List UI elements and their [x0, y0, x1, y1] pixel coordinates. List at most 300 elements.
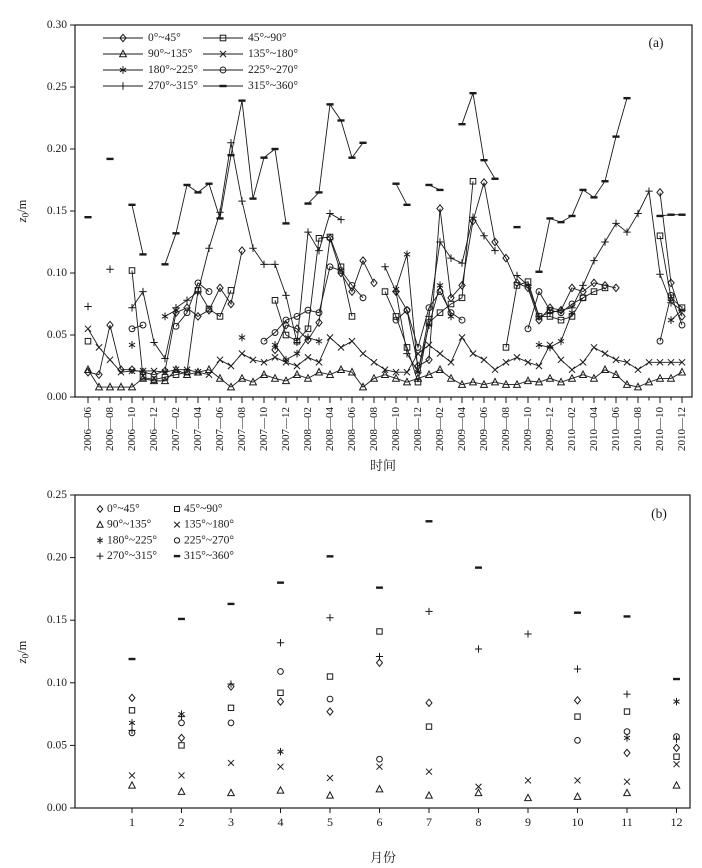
- dash-glyph: [436, 189, 443, 191]
- data-point-dash: [436, 189, 443, 191]
- panel-b-x-ticks: [129, 808, 683, 829]
- data-point-x: [481, 357, 487, 363]
- dash-glyph: [546, 217, 553, 219]
- dash-glyph: [337, 119, 344, 121]
- x-tick-label: 1: [129, 815, 135, 829]
- dash-glyph: [183, 184, 190, 186]
- data-point-x: [360, 351, 366, 357]
- dash-glyph: [304, 202, 311, 204]
- legend-item-a-5: [203, 64, 298, 76]
- data-point-plus: [475, 645, 482, 652]
- dash-glyph: [624, 615, 631, 617]
- x-tick-label: 2007—10: [258, 407, 270, 451]
- data-point-x: [580, 359, 586, 365]
- data-point-square: [674, 754, 679, 759]
- data-point-plus: [447, 254, 454, 261]
- series-b-plus: [128, 608, 680, 743]
- data-point-x: [261, 359, 267, 365]
- data-point-triangle: [525, 377, 532, 384]
- data-point-plus: [337, 216, 344, 223]
- data-point-square: [179, 743, 184, 748]
- legend-item-a-7: [203, 80, 298, 92]
- dash-glyph: [667, 214, 674, 216]
- data-point-square: [85, 338, 91, 344]
- x-tick-label: 2009—06: [478, 407, 490, 451]
- y-tick-label: 0.10: [46, 267, 67, 279]
- data-point-dash: [480, 159, 487, 161]
- dash-glyph: [673, 678, 680, 680]
- data-point-square: [575, 714, 580, 719]
- data-point-dash: [326, 103, 333, 105]
- panel-a-tag: (a): [648, 35, 664, 50]
- data-point-x: [558, 357, 564, 363]
- data-point-square: [278, 690, 283, 695]
- data-point-x: [377, 764, 383, 770]
- data-point-x: [536, 363, 542, 369]
- data-point-x: [327, 775, 333, 781]
- panel-b-frame: [75, 495, 690, 808]
- panel-a-series: [84, 92, 685, 390]
- data-point-plus: [271, 261, 278, 268]
- data-point-dash: [475, 566, 482, 568]
- dash-glyph: [178, 618, 185, 620]
- data-point-x: [591, 344, 597, 350]
- data-point-plus: [106, 266, 113, 273]
- data-point-dash: [491, 178, 498, 180]
- x-tick-label: 2009—08: [500, 407, 512, 451]
- data-point-diamond: [426, 699, 432, 706]
- data-point-triangle: [327, 792, 334, 798]
- series-line: [506, 282, 605, 348]
- data-point-dash: [183, 184, 190, 186]
- data-point-plus: [645, 187, 652, 194]
- data-point-triangle: [316, 368, 323, 375]
- data-point-plus: [128, 304, 135, 311]
- series-a-square: [85, 178, 685, 384]
- dash-glyph: [271, 148, 278, 150]
- dash-glyph: [326, 103, 333, 105]
- series-b-diamond: [129, 659, 680, 756]
- x-tick-label: 2009—02: [434, 407, 446, 451]
- data-point-dash: [238, 99, 245, 101]
- data-point-x: [96, 344, 102, 350]
- data-point-dash: [161, 263, 168, 265]
- legend-label: 270°~315°: [148, 80, 198, 92]
- data-point-x: [575, 777, 581, 783]
- x-tick-label: 2009—12: [544, 407, 556, 451]
- data-point-dash: [612, 135, 619, 137]
- x-tick-label: 2006—10: [126, 407, 138, 451]
- dash-glyph: [568, 215, 575, 217]
- data-point-x: [569, 367, 575, 373]
- data-point-triangle: [228, 789, 235, 795]
- yaxis-unit: /m: [15, 199, 29, 213]
- data-point-diamond: [624, 749, 630, 756]
- marker-plus: [119, 82, 126, 89]
- data-point-dash: [590, 196, 597, 198]
- data-point-dash: [84, 216, 91, 218]
- series-b-x: [129, 760, 680, 790]
- legend-item-a-6: [103, 80, 198, 92]
- data-point-dash: [128, 204, 135, 206]
- data-point-triangle: [376, 786, 383, 792]
- legend-item-a-3: [203, 48, 298, 60]
- x-tick-label: 2008—10: [390, 407, 402, 451]
- y-tick-label: 0.00: [46, 391, 67, 403]
- y-tick-label: 0.20: [46, 551, 67, 564]
- legend-item-b-1: [174, 503, 222, 515]
- dash-glyph: [590, 196, 597, 198]
- panel-a-y-ticks: [47, 19, 75, 403]
- data-point-asterisk: [558, 337, 564, 345]
- x-tick-label: 2007—12: [280, 407, 292, 451]
- data-point-dash: [601, 180, 608, 182]
- data-point-dash: [172, 232, 179, 234]
- dash-glyph: [376, 586, 383, 588]
- data-point-x: [338, 344, 344, 350]
- data-point-x: [294, 363, 300, 369]
- data-point-dash: [546, 217, 553, 219]
- x-tick-label: 2006—12: [148, 407, 160, 451]
- series-b-square: [129, 629, 679, 760]
- data-point-plus: [282, 292, 289, 299]
- data-point-x: [129, 772, 135, 778]
- data-point-x: [492, 367, 498, 373]
- panel-b-series: [128, 520, 680, 801]
- data-point-square: [377, 629, 382, 634]
- dash-glyph: [425, 184, 432, 186]
- legend-label: 315°~360°: [248, 80, 298, 92]
- data-point-x: [327, 334, 333, 340]
- data-point-plus: [623, 690, 630, 697]
- data-point-dash: [426, 520, 433, 522]
- data-point-x: [239, 351, 245, 357]
- data-point-triangle: [673, 782, 680, 788]
- panel-a-x-ticks: [82, 397, 688, 451]
- data-point-plus: [381, 263, 388, 270]
- data-point-x: [503, 359, 509, 365]
- dash-glyph: [84, 216, 91, 218]
- legend-item-b-2: [97, 519, 152, 531]
- y-tick-label: 0.15: [46, 614, 67, 627]
- data-point-x: [525, 359, 531, 365]
- data-point-x: [228, 760, 234, 766]
- dash-glyph: [249, 197, 256, 199]
- dash-glyph: [277, 581, 284, 583]
- data-point-x: [85, 326, 91, 332]
- data-point-x: [107, 357, 113, 363]
- data-point-asterisk: [437, 282, 443, 290]
- data-point-dash: [260, 156, 267, 158]
- data-point-asterisk: [624, 734, 630, 742]
- x-tick-label: 2008—06: [346, 407, 358, 451]
- marker-plus: [97, 553, 104, 560]
- yaxis-symbol: z: [15, 658, 29, 664]
- x-tick-label: 3: [228, 815, 234, 829]
- data-point-plus: [84, 303, 91, 310]
- dash-glyph: [172, 232, 179, 234]
- data-point-x: [635, 367, 641, 373]
- data-point-dash: [227, 154, 234, 156]
- series-a-x: [85, 326, 685, 378]
- x-tick-label: 8: [475, 815, 482, 829]
- data-point-triangle: [107, 383, 114, 390]
- data-point-diamond: [674, 744, 680, 751]
- data-point-dash: [579, 189, 586, 191]
- data-point-x: [371, 359, 377, 365]
- data-point-dash: [469, 92, 476, 94]
- y-tick-label: 0.00: [46, 802, 67, 814]
- data-point-dash: [574, 611, 581, 613]
- legend-label: 270°~315°: [107, 550, 157, 563]
- data-point-circle: [179, 720, 185, 726]
- series-a-circle: [129, 264, 685, 350]
- x-tick-label: 2007—04: [192, 407, 204, 451]
- series-a-dash: [84, 92, 685, 273]
- data-point-dash: [277, 581, 284, 583]
- data-point-plus: [392, 288, 399, 295]
- panel-b-legend: [97, 503, 235, 562]
- data-point-asterisk: [404, 251, 410, 259]
- legend-label: 135°~180°: [248, 48, 298, 60]
- data-point-plus: [238, 197, 245, 204]
- marker-triangle: [97, 521, 103, 527]
- dash-glyph: [678, 214, 685, 216]
- dash-glyph: [219, 85, 226, 87]
- series-line: [462, 93, 495, 179]
- dash-glyph: [392, 183, 399, 185]
- series-line: [165, 101, 286, 265]
- data-point-x: [514, 354, 520, 360]
- dash-glyph: [574, 611, 581, 613]
- dash-glyph: [227, 154, 234, 156]
- series-line: [132, 205, 143, 255]
- legend-label: 225°~270°: [184, 534, 234, 547]
- x-tick-label: 2010—10: [654, 407, 666, 451]
- data-point-x: [179, 772, 185, 778]
- data-point-x: [437, 351, 443, 357]
- data-point-x: [278, 764, 284, 770]
- data-point-asterisk: [129, 719, 135, 727]
- yaxis-unit: /m: [15, 640, 29, 654]
- x-tick-label: 2010—06: [610, 407, 622, 451]
- data-point-plus: [579, 282, 586, 289]
- data-point-plus: [172, 304, 179, 311]
- data-point-asterisk: [239, 334, 245, 342]
- data-point-plus: [260, 261, 267, 268]
- dash-glyph: [480, 159, 487, 161]
- dash-glyph: [282, 222, 289, 224]
- data-point-diamond: [575, 697, 581, 704]
- legend-label: 45°~90°: [248, 32, 287, 44]
- legend-label: 0°~45°: [148, 32, 181, 44]
- y-tick-label: 0.05: [46, 739, 67, 752]
- data-point-x: [316, 359, 322, 365]
- data-point-plus: [139, 288, 146, 295]
- x-tick-label: 2008—12: [412, 407, 424, 451]
- data-point-dash: [458, 123, 465, 125]
- data-point-dash: [425, 184, 432, 186]
- y-tick-label: 0.05: [46, 329, 67, 341]
- data-point-dash: [106, 158, 113, 160]
- data-point-circle: [575, 738, 581, 744]
- data-point-x: [674, 761, 680, 767]
- data-point-asterisk: [278, 748, 284, 756]
- data-point-asterisk: [674, 698, 680, 706]
- data-point-dash: [304, 202, 311, 204]
- series-line: [264, 267, 363, 341]
- legend-label: 90°~135°: [148, 48, 193, 60]
- data-point-x: [272, 354, 278, 360]
- dash-glyph: [139, 253, 146, 255]
- y-tick-label: 0.30: [46, 19, 67, 31]
- x-tick-label: 11: [621, 815, 633, 829]
- series-line: [396, 184, 407, 205]
- data-point-triangle: [426, 792, 433, 798]
- panel-b-yaxis-title: [15, 640, 32, 664]
- dash-glyph: [129, 658, 136, 660]
- data-point-triangle: [525, 794, 532, 800]
- data-point-square: [624, 709, 629, 714]
- dash-glyph: [194, 191, 201, 193]
- legend-label: 135°~180°: [184, 518, 234, 531]
- legend-item-a-2: [103, 48, 193, 60]
- x-tick-label: 2010—08: [632, 407, 644, 451]
- y-tick-label: 0.25: [46, 489, 67, 501]
- data-point-dash: [535, 271, 542, 273]
- data-point-diamond: [129, 694, 135, 701]
- series-a-plus: [84, 139, 685, 376]
- data-point-plus: [376, 653, 383, 660]
- data-point-plus: [205, 244, 212, 251]
- data-point-plus: [315, 247, 322, 254]
- data-point-circle: [327, 696, 333, 702]
- marker-asterisk: [97, 537, 103, 544]
- x-tick-label: 2: [178, 815, 185, 829]
- data-point-triangle: [624, 789, 631, 795]
- legend-item-b-5: [174, 534, 234, 546]
- dash-glyph: [513, 226, 520, 228]
- data-point-dash: [568, 215, 575, 217]
- data-point-x: [448, 359, 454, 365]
- dash-glyph: [475, 566, 482, 568]
- data-point-plus: [574, 665, 581, 672]
- dash-glyph: [458, 123, 465, 125]
- data-point-triangle: [574, 793, 581, 799]
- data-point-triangle: [492, 378, 499, 385]
- panel-a-legend: [103, 32, 298, 92]
- data-point-x: [624, 779, 630, 785]
- data-point-circle: [624, 729, 630, 735]
- series-b-triangle: [129, 782, 680, 801]
- dash-glyph: [228, 603, 235, 605]
- legend-item-b-6: [97, 550, 158, 562]
- data-point-x: [459, 334, 465, 340]
- panel-b-tag: (b): [651, 506, 667, 521]
- x-tick-label: 2006—06: [82, 407, 94, 451]
- dash-glyph: [348, 156, 355, 158]
- data-point-triangle: [118, 383, 125, 390]
- data-point-dash: [513, 226, 520, 228]
- marker-triangle: [120, 50, 127, 57]
- data-point-circle: [377, 756, 383, 762]
- dash-glyph: [426, 520, 433, 522]
- x-tick-label: 7: [426, 815, 432, 829]
- dash-glyph: [623, 97, 630, 99]
- data-point-dash: [359, 142, 366, 144]
- dash-glyph: [656, 215, 663, 217]
- series-line: [528, 292, 583, 329]
- data-point-plus: [590, 257, 597, 264]
- dash-glyph: [612, 135, 619, 137]
- data-point-dash: [216, 217, 223, 219]
- marker-square: [174, 506, 179, 511]
- dash-glyph: [128, 204, 135, 206]
- data-point-plus: [601, 238, 608, 245]
- dash-glyph: [491, 178, 498, 180]
- data-point-plus: [425, 608, 432, 615]
- data-point-asterisk: [668, 316, 674, 324]
- legend-label: 315°~360°: [184, 550, 234, 563]
- series-line: [308, 104, 363, 203]
- series-b-circle: [129, 669, 679, 762]
- data-point-x: [602, 351, 608, 357]
- data-point-diamond: [377, 659, 383, 666]
- data-point-dash: [129, 658, 136, 660]
- data-point-dash: [337, 119, 344, 121]
- data-point-x: [250, 357, 256, 363]
- yaxis-subscript: 0: [21, 212, 32, 218]
- dash-glyph: [601, 180, 608, 182]
- data-point-dash: [678, 214, 685, 216]
- series-line: [132, 271, 231, 380]
- data-point-x: [217, 357, 223, 363]
- x-tick-label: 2007—08: [236, 407, 248, 451]
- data-point-asterisk: [316, 337, 322, 345]
- legend-label: 0°~45°: [107, 503, 140, 515]
- data-point-diamond: [179, 734, 185, 741]
- marker-dash: [219, 85, 226, 87]
- marker-dash: [174, 555, 180, 557]
- dash-glyph: [327, 555, 334, 557]
- marker-x: [174, 522, 180, 528]
- legend-item-b-4: [97, 534, 157, 546]
- data-point-triangle: [679, 368, 686, 375]
- legend-item-b-0: [97, 503, 140, 515]
- data-point-dash: [656, 215, 663, 217]
- legend-item-b-7: [174, 550, 235, 562]
- legend-item-a-1: [203, 32, 287, 44]
- dash-glyph: [216, 217, 223, 219]
- data-point-dash: [623, 97, 630, 99]
- data-point-plus: [277, 639, 284, 646]
- data-point-triangle: [470, 378, 477, 385]
- panel-b-y-ticks: [47, 489, 75, 814]
- data-point-asterisk: [536, 341, 542, 349]
- dash-glyph: [238, 99, 245, 101]
- x-tick-label: 2009—04: [456, 407, 468, 451]
- legend-item-a-0: [103, 32, 181, 44]
- data-point-triangle: [277, 787, 284, 793]
- dash-glyph: [260, 156, 267, 158]
- dash-glyph: [174, 555, 180, 557]
- marker-circle: [174, 538, 179, 543]
- x-tick-label: 2010—04: [588, 407, 600, 451]
- legend-item-a-4: [103, 64, 198, 76]
- x-tick-label: 12: [670, 815, 683, 829]
- legend-label: 180°~225°: [107, 534, 157, 547]
- data-point-dash: [315, 191, 322, 193]
